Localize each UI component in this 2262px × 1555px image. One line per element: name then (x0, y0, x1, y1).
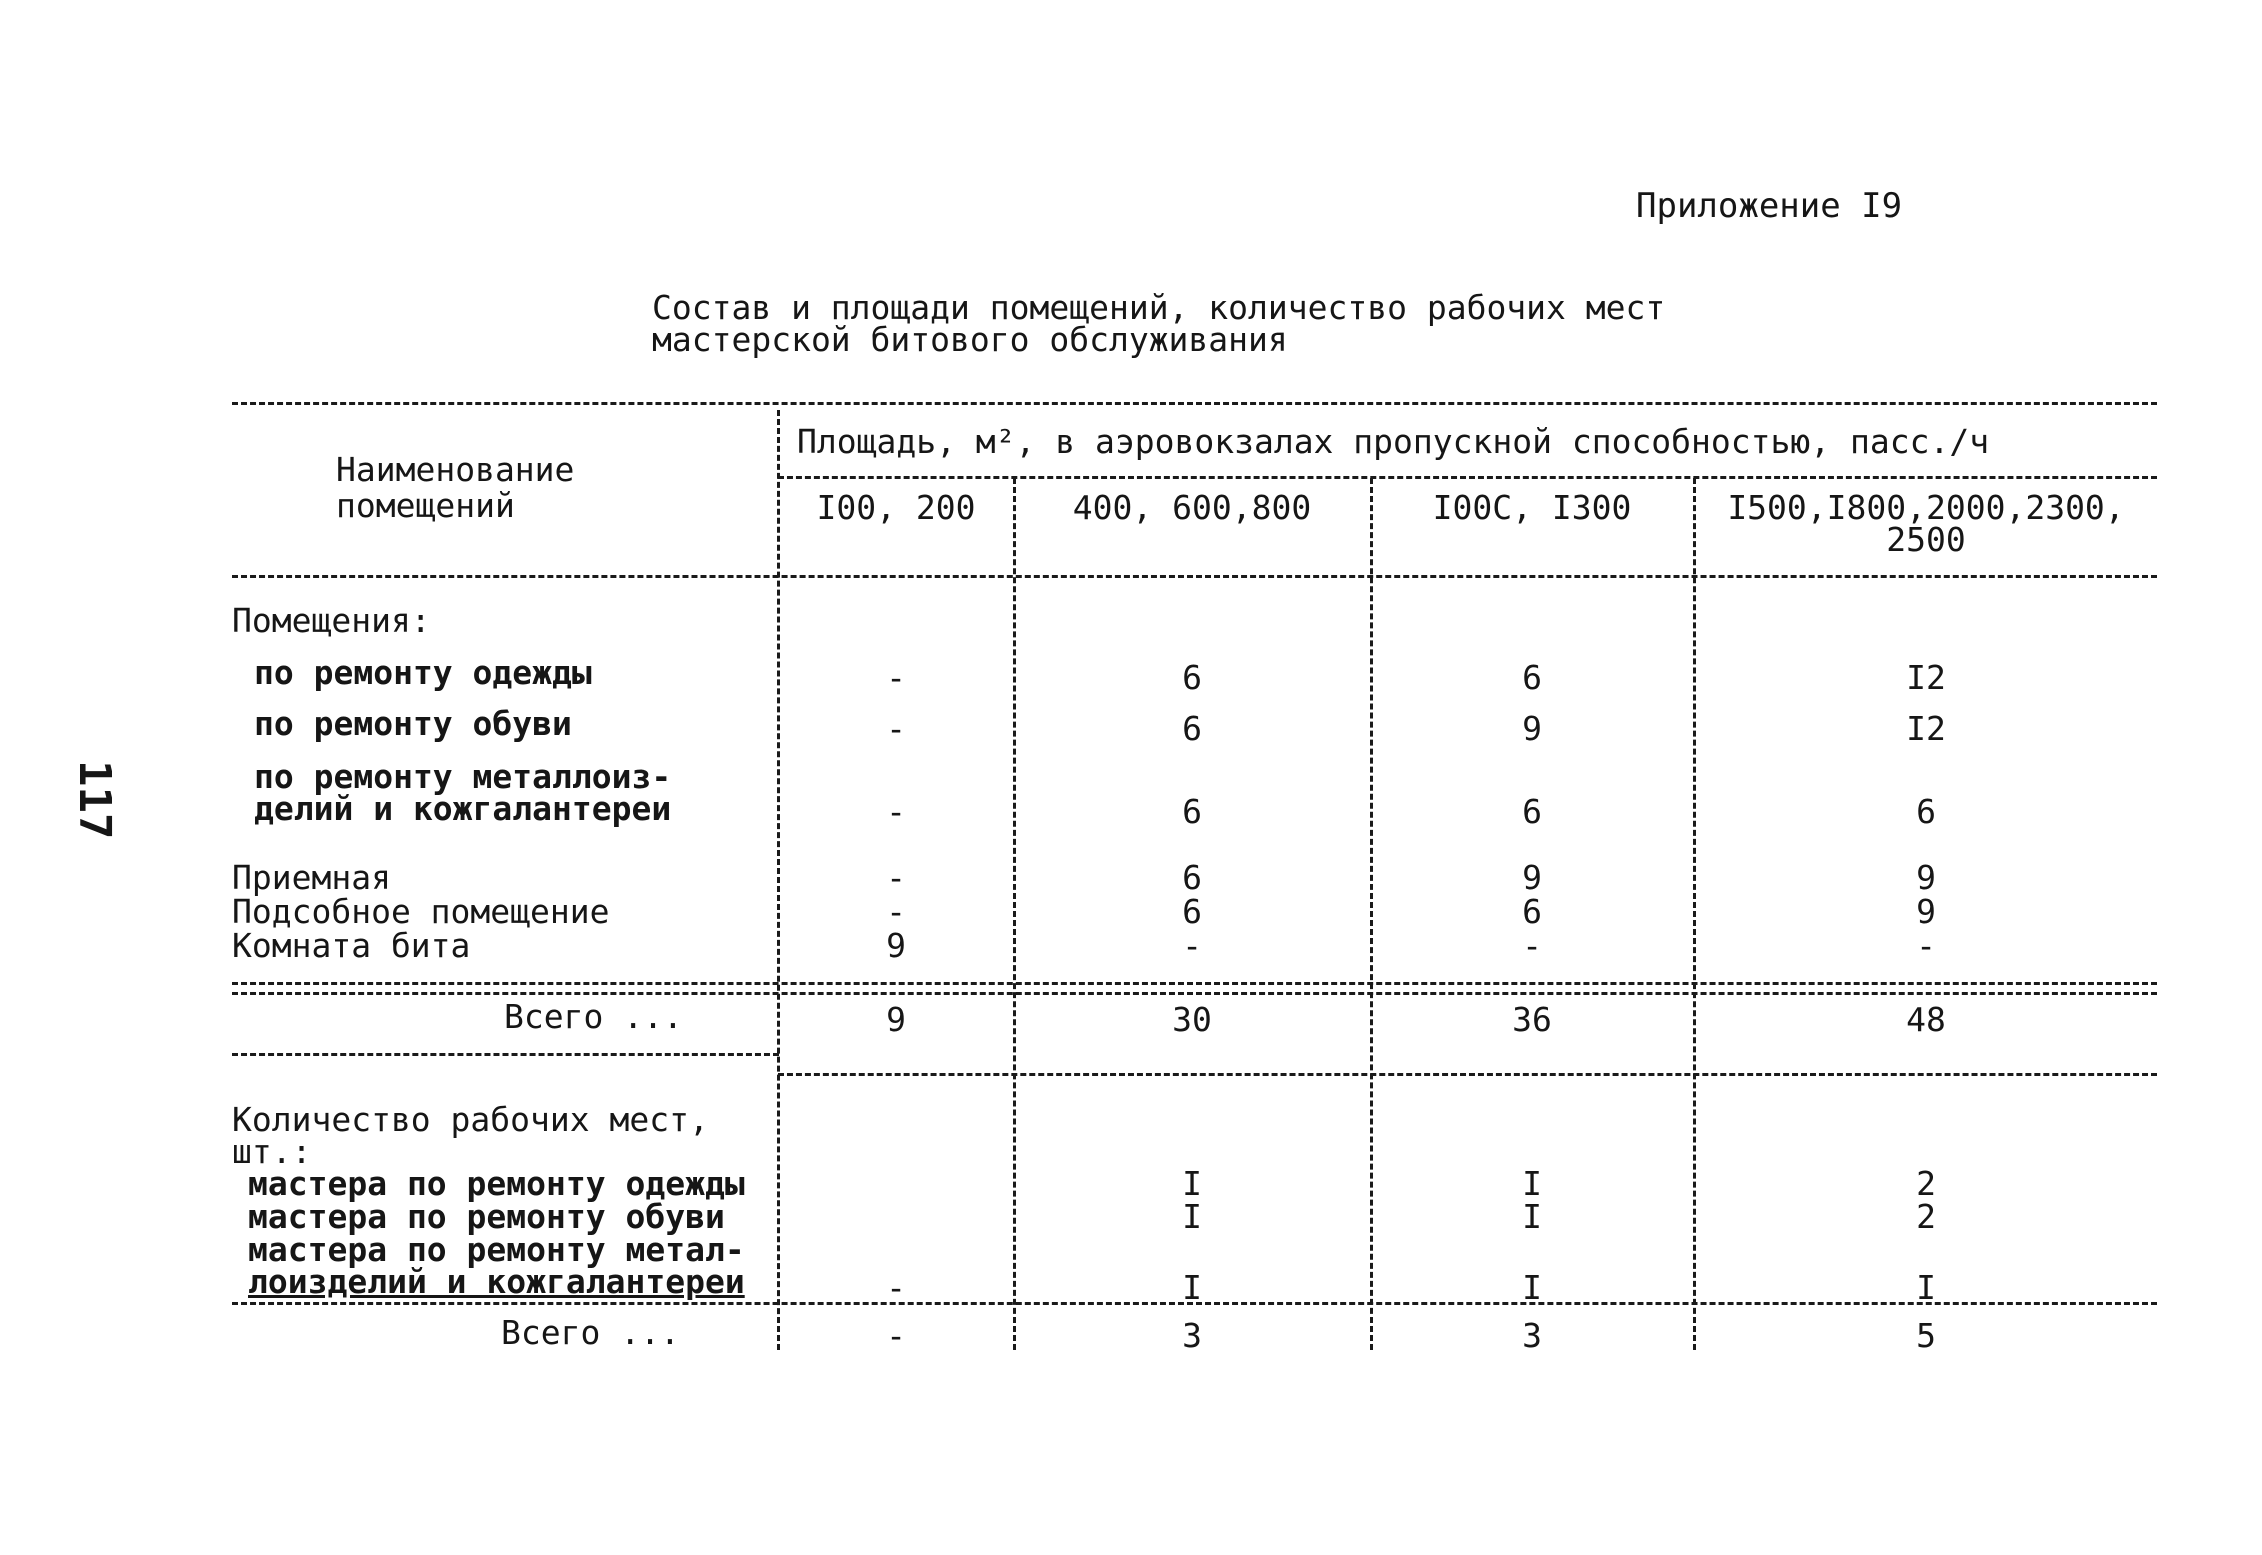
table-cell: I2 (1906, 709, 1946, 748)
table-cell: - (1916, 926, 1936, 965)
room-label: Приемная (232, 858, 391, 897)
header-col-3: I00C, I300 (1432, 488, 1632, 527)
room-label: Комната бита (232, 926, 471, 965)
table-cell: 6 (1182, 658, 1202, 697)
table-cell: 6 (1522, 892, 1542, 931)
table-cell: - (1182, 926, 1202, 965)
table-cell: 9 (886, 926, 906, 965)
table-cell: I2 (1906, 658, 1946, 697)
table-top-rule (232, 402, 2157, 405)
total-cell: 3 (1182, 1316, 1202, 1355)
room-label: Подсобное помещение (232, 892, 610, 931)
table-cell: I (1182, 1197, 1202, 1236)
table-cell: - (886, 709, 906, 748)
header-area-group: Площадь, м², в аэровокзалах пропускной способностью, пасс./ч (797, 422, 1990, 461)
table-cell: I (1522, 1197, 1542, 1236)
workplaces-total-label: Всего ... (501, 1313, 680, 1352)
total-cell: 3 (1522, 1316, 1542, 1355)
table-cell: 6 (1182, 709, 1202, 748)
total-cell: 30 (1172, 1000, 1212, 1039)
room-label: по ремонту металлоиз- (254, 757, 672, 796)
table-cell: 9 (1522, 858, 1542, 897)
table-cell: - (886, 792, 906, 831)
table-cell: - (886, 858, 906, 897)
total-cell: - (886, 1316, 906, 1355)
workplace-label: мастера по ремонту одежды (248, 1164, 745, 1203)
header-name-line-1: Наименование (336, 450, 575, 489)
table-cell: 9 (1522, 709, 1542, 748)
header-bottom-rule (232, 575, 2157, 578)
total-cell: 36 (1512, 1000, 1552, 1039)
total-rule-right (778, 1073, 2157, 1076)
page-number: 117 (69, 760, 120, 840)
total-cell: 9 (886, 1000, 906, 1039)
rooms-bottom-rule-2 (232, 992, 2157, 995)
workplaces-heading-line-2: шт.: (232, 1132, 312, 1171)
room-label: по ремонту одежды (254, 653, 592, 692)
header-name-line-2: помещений (336, 486, 515, 525)
table-cell: 6 (1522, 658, 1542, 697)
table-cell: 6 (1182, 892, 1202, 931)
workplace-label: мастера по ремонту обуви (248, 1197, 725, 1236)
workplaces-heading-line-1: Количество рабочих мест, (232, 1100, 709, 1139)
rooms-bottom-rule (232, 982, 2157, 985)
table-cell: 6 (1916, 792, 1936, 831)
workplace-label-cont: лоизделий и кожгалантереи (248, 1262, 745, 1301)
table-cell: 9 (1916, 892, 1936, 931)
table-cell: I (1182, 1164, 1202, 1203)
header-group-rule (778, 476, 2157, 479)
header-col-2: 400, 600,800 (1072, 488, 1312, 527)
rooms-heading: Помещения: (232, 601, 431, 640)
table-cell: 6 (1182, 858, 1202, 897)
document-title-line-1: Состав и площади помещений, количество рабочих мест (652, 288, 1666, 327)
table-cell: 2 (1916, 1197, 1936, 1236)
total-rule-left (232, 1053, 779, 1056)
table-cell: I (1522, 1164, 1542, 1203)
document-title-line-2: мастерской битового обслуживания (652, 320, 1288, 359)
table-cell: - (1522, 926, 1542, 965)
room-label-cont: делий и кожгалантереи (254, 789, 672, 828)
table-cell: - (886, 1268, 906, 1307)
appendix-label: Приложение I9 (1636, 186, 1903, 226)
table-cell: 2 (1916, 1164, 1936, 1203)
table-cell: I (1916, 1268, 1936, 1307)
total-cell: 48 (1906, 1000, 1946, 1039)
header-col-1: I00, 200 (816, 488, 976, 527)
table-cell: 6 (1522, 792, 1542, 831)
header-col-4-cont: 2500 (1886, 520, 1966, 559)
table-cell: I (1182, 1268, 1202, 1307)
table-cell: - (886, 658, 906, 697)
table-cell: I (1522, 1268, 1542, 1307)
rooms-total-label: Всего ... (504, 997, 683, 1036)
total-cell: 5 (1916, 1316, 1936, 1355)
table-cell: 9 (1916, 858, 1936, 897)
workplace-label: мастера по ремонту метал- (248, 1230, 745, 1269)
room-label: по ремонту обуви (254, 704, 572, 743)
header-col-4: I500,I800,2000,2300, (1727, 488, 2125, 527)
table-cell: 6 (1182, 792, 1202, 831)
table-cell: - (886, 892, 906, 931)
